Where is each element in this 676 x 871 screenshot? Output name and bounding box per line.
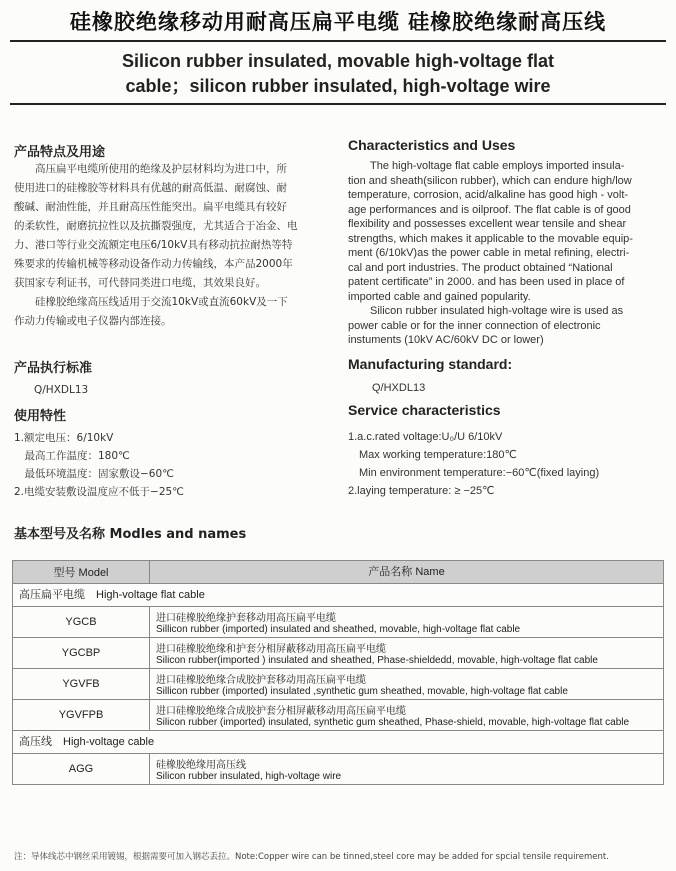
- service-heading-cn: 使用特性: [14, 409, 67, 424]
- model-code: YGCB: [13, 607, 150, 638]
- standard-value-cn: Q/HXDL13: [34, 384, 89, 396]
- features-line-en: Silicon rubber insulated high-voltage wire is used as: [348, 305, 624, 317]
- page-title-cn: 硅橡胶绝缘移动用耐高压扁平电缆 硅橡胶绝缘耐高压线: [69, 10, 607, 34]
- features-body-en: [348, 159, 664, 348]
- col-name-header: 产品名称 Name: [150, 561, 664, 584]
- group-row: [13, 731, 664, 754]
- model-name-en: Sillicon rubber (imported) insulated ,synthetic gum sheathed, movable, high-voltage flat cable: [156, 686, 568, 697]
- table-row: [13, 607, 664, 638]
- service-body-en: [348, 428, 599, 500]
- model-name-cn: 进口硅橡胶绝缘合成胶护套移动用高压扁平电缆: [156, 675, 366, 686]
- model-name-en: Sillicon rubber (imported) insulated and sheathed, movable, high-voltage flat cable: [156, 624, 521, 635]
- model-name: [150, 638, 664, 669]
- service-heading-en: Service characteristics: [348, 402, 501, 418]
- service-line-en: Min environment temperature:−60℃(fixed laying): [348, 467, 600, 479]
- model-code: AGG: [13, 754, 150, 785]
- service-line-cn: 2.电缆安装敷设温度应不低于−25℃: [14, 486, 184, 498]
- page-title-en-line2: cable；silicon rubber insulated, high-voltage wire: [125, 76, 551, 96]
- service-line-en: Max working temperature:180℃: [348, 449, 517, 461]
- features-line-en: instuments (10kV AC/60kV DC or lower): [348, 334, 544, 346]
- model-code: YGVFB: [13, 669, 150, 700]
- service-line-cn: 最低环境温度：固家敷设−60℃: [14, 468, 174, 480]
- features-line-en: imported cable and gained popularity.: [348, 290, 531, 303]
- footnote: 注：导体线芯中钢丝采用镀锡，根据需要可加入钢芯丢拉。Note:Copper wire can be tinned,steel core may be added for spcial tensile requirement.: [14, 852, 609, 862]
- page-title-en-line1: Silicon rubber insulated, movable high-voltage flat: [121, 51, 555, 71]
- standard-heading-cn: 产品执行标准: [14, 361, 93, 376]
- model-name-cn: 进口硅橡胶绝缘和护套分相屏蔽移动用高压扁平电缆: [156, 644, 386, 655]
- standard-heading-en: Manufacturing standard:: [348, 356, 513, 372]
- features-body-cn: [14, 160, 334, 331]
- service-body-cn: [14, 429, 184, 501]
- features-line-en: tion and sheath(silicon rubber), which can endure high/low: [348, 174, 632, 187]
- model-name: [150, 669, 664, 700]
- features-line-cn: 的柔软性，耐磨抗拉性以及抗撕裂强度，尤其适合于冶金、电: [14, 220, 298, 232]
- service-line-en: 2.laying temperature: ≥ −25℃: [348, 485, 495, 497]
- features-line-cn: 力、港口等行业交流额定电压6/10kV具有移动抗拉耐热等特: [14, 239, 293, 251]
- model-name: [150, 607, 664, 638]
- features-heading-cn: 产品特点及用途: [14, 145, 106, 160]
- model-name-cn: 硅橡胶绝缘用高压线: [156, 760, 246, 771]
- title-rule-top: [10, 40, 666, 42]
- features-line-cn: 硅橡胶绝缘高压线适用于交流10kV或直流60kV及一下: [14, 296, 288, 308]
- model-code: YGCBP: [13, 638, 150, 669]
- features-line-en: flexibility and possesses excellent wear tensile and shear: [348, 218, 627, 230]
- standard-value-en: Q/HXDL13: [372, 382, 426, 394]
- features-line-en: power cable or for the inner connection of electronic: [348, 319, 601, 332]
- table-row: [13, 638, 664, 669]
- service-line-cn: 最高工作温度：180℃: [14, 450, 130, 462]
- model-name: [150, 754, 664, 785]
- model-name: [150, 700, 664, 731]
- features-heading-en: Characteristics and Uses: [348, 137, 516, 153]
- features-line-en: age performances and is oilproof. The flat cable is of good: [348, 203, 631, 216]
- table-row: [13, 700, 664, 731]
- col-model-header: 型号 Model: [13, 561, 150, 584]
- table-row: [13, 669, 664, 700]
- model-name-en: Silicon rubber insulated, high-voltage wire: [156, 771, 342, 782]
- features-line-en: patent certificate” in 2000. and has been used in place of: [348, 276, 625, 288]
- model-code: YGVFPB: [13, 700, 150, 731]
- features-line-cn: 使用进口的硅橡胶等材料具有优越的耐高低温、耐腐蚀、耐: [14, 182, 287, 194]
- service-line-en: 1.a.c.rated voltage:U₀/U 6/10kV: [348, 431, 503, 443]
- model-name-en: Silicon rubber (imported) insulated, synthetic gum sheathed, Phase-shield, movable, high-voltage flat cable: [156, 717, 630, 728]
- features-line-en: strengths, which makes it applicable to the movable equip-: [348, 232, 633, 245]
- models-heading: 基本型号及名称 Modles and names: [14, 527, 247, 542]
- features-line-cn: 获国家专利证书，可代替同类进口电缆，其效果良好。: [14, 277, 266, 289]
- features-line-cn: 酸碱、耐油性能，并且耐高压性能突出。扁平电缆具有较好: [14, 201, 287, 213]
- table-row: [13, 754, 664, 785]
- models-table: [12, 560, 664, 785]
- features-line-en: temperature, corrosion, acid/alkaline has good high - volt-: [348, 189, 629, 201]
- features-line-cn: 高压扁平电缆所使用的绝缘及护层材料均为进口中，所: [14, 163, 287, 175]
- features-line-en: The high-voltage flat cable employs imported insula-: [348, 160, 625, 172]
- group-label: 高压扁平电缆 High-voltage flat cable: [13, 584, 664, 607]
- service-line-cn: 1.额定电压：6/10kV: [14, 432, 114, 444]
- model-name-cn: 进口硅橡胶绝缘合成胶护套分相屏蔽移动用高压扁平电缆: [156, 706, 406, 717]
- model-name-en: Silicon rubber(imported ) insulated and sheathed, Phase-shieldedd, movable, high-voltage flat cable: [156, 655, 598, 666]
- features-line-cn: 作动力传输或电子仪器内部连接。: [14, 315, 172, 327]
- model-name-cn: 进口硅橡胶绝缘护套移动用高压扁平电缆: [156, 613, 336, 624]
- group-label: 高压线 High-voltage cable: [13, 731, 664, 754]
- features-line-en: ment (6/10kV)as the power cable in metal refining, electri-: [348, 247, 630, 259]
- group-row: [13, 584, 664, 607]
- models-header-row: [13, 561, 664, 584]
- features-line-cn: 殊要求的传输机械等移动设备作动力传输线，本产品2000年: [14, 258, 293, 270]
- title-rule-bottom: [10, 103, 666, 105]
- features-line-en: cal and port industries. The product obtained “National: [348, 261, 613, 274]
